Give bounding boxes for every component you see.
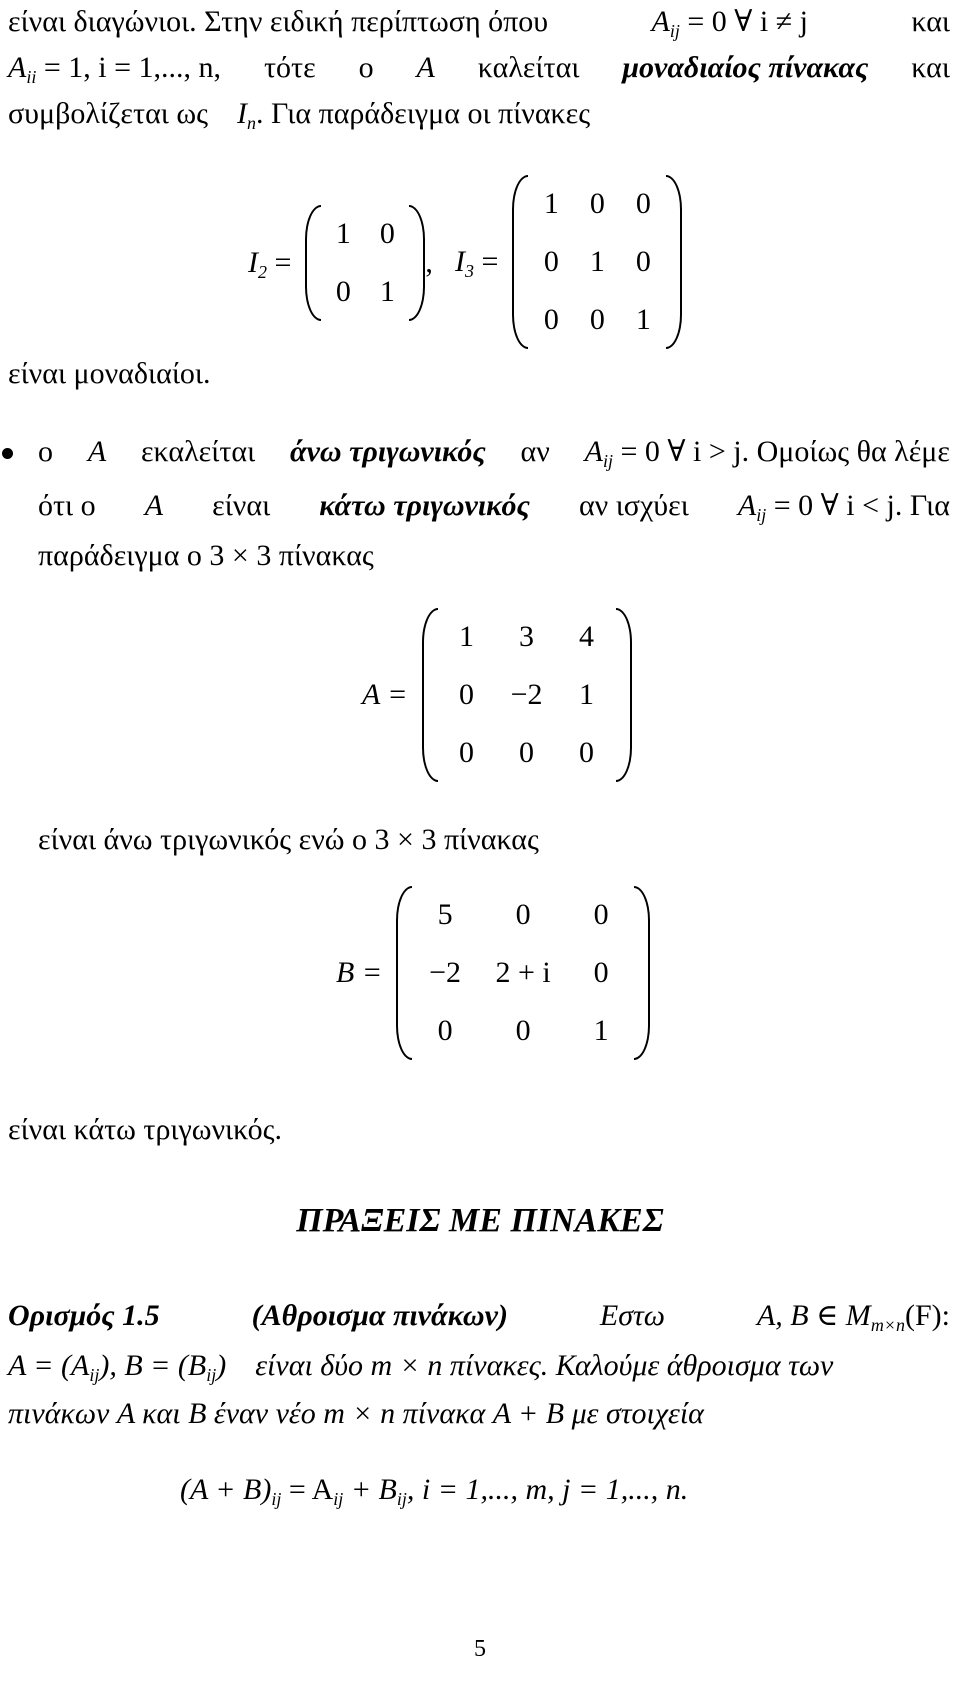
text: . Για παράδειγμα οι πίνακες xyxy=(255,97,591,130)
lower-triangular-matrix: B = 5 0 0 −2 2 + i 0 0 0 1 xyxy=(336,886,650,1060)
math-variable: A xyxy=(416,51,435,84)
text-line-3 xyxy=(8,94,950,134)
text: τότε xyxy=(263,51,316,84)
text-line-1 xyxy=(8,2,950,42)
matrix-grid: 5 0 0 −2 2 + i 0 0 0 1 xyxy=(429,898,609,1047)
text-line: είναι μοναδιαίοι. xyxy=(8,357,211,390)
page-number: 5 xyxy=(474,1636,486,1662)
text: συμβολίζεται ως xyxy=(8,97,208,130)
bullet-icon xyxy=(2,448,13,459)
upper-triangular-matrix: A = 1 3 4 0 −2 1 0 0 0 xyxy=(362,608,632,782)
definition-line-2: $A = (A_{ij})$, $B = (B_{ij})$ είναι δύο m × n πίνακες. Καλούμε άθροισμα των xyxy=(8,1349,834,1385)
math-condition: $A_{ij} = 0$ ∀ i < j. Για xyxy=(737,489,950,525)
bullet-line-2: ότι ο A είναι κάτω τριγωνικός αν ισχύει $A_{ij} = 0$ ∀ i < j. Για xyxy=(38,486,950,526)
text: και xyxy=(911,51,950,84)
math-expression: $A_{ii} = 1$, i = 1,..., n, xyxy=(8,51,222,87)
definition-line-3: πινάκων A και B έναν νέο m × n πίνακα A + B με στοιχεία xyxy=(8,1397,704,1430)
text-line-2 xyxy=(8,48,950,88)
bullet-line-1: ο A εκαλείται άνω τριγωνικός αν $A_{ij} = 0$ ∀ i > j. Ομοίως θα λέμε xyxy=(38,432,950,472)
text: καλείται xyxy=(477,51,580,84)
math-condition: $A_{ij} = 0$ ∀ i > j. Ομοίως θα λέμε xyxy=(584,435,950,471)
definition-title: (Αθροισμα πινάκων) xyxy=(251,1299,508,1332)
section-heading: ΠΡΑΞΕΙΣ ΜΕ ΠΙΝΑΚΕΣ xyxy=(296,1202,664,1239)
text-line: είναι κάτω τριγωνικός. xyxy=(8,1113,282,1146)
text: ο xyxy=(358,51,374,84)
text-line: είναι άνω τριγωνικός ενώ ο 3 × 3 πίνακας xyxy=(38,823,539,856)
defined-term: κάτω τριγωνικός xyxy=(319,489,530,522)
math-expression: A, B ∈ $M_{m\times n}(F)$: xyxy=(756,1299,950,1335)
math-expression: $A = (A_{ij})$, $B = (B_{ij})$ xyxy=(8,1349,227,1385)
identity-matrix-2: $I_2$ = 1 0 0 1 , xyxy=(248,205,433,321)
math-symbol: $I_n$ xyxy=(236,97,256,133)
text: είναι διαγώνιοι. Στην ειδική περίπτωση όπου xyxy=(8,5,549,38)
defined-term: μοναδιαίος πίνακας xyxy=(622,51,869,84)
defined-term: άνω τριγωνικός xyxy=(290,435,486,468)
math-condition: $A_{ij} = 0$ ∀ i ≠ j xyxy=(651,5,809,41)
matrix-grid: 1 0 0 1 xyxy=(335,217,395,308)
definition-line-1: Ορισμός 1.5 (Αθροισμα πινάκων) Εστω A, B ∈ $M_{m\times n}(F)$: xyxy=(8,1296,950,1336)
bullet-line-3: παράδειγμα ο 3 × 3 πίνακας xyxy=(38,539,374,572)
matrix-grid: 1 0 0 0 1 0 0 0 1 xyxy=(543,187,651,336)
text: και xyxy=(911,5,950,38)
identity-matrix-3: $I_3$ = 1 0 0 0 1 0 0 0 1 xyxy=(455,175,682,349)
definition-label: Ορισμός 1.5 xyxy=(8,1299,160,1332)
matrix-grid: 1 3 4 0 −2 1 0 0 0 xyxy=(459,620,595,769)
sum-formula: $(A + B)_{ij} = A_{ij} + B_{ij}$, i = 1,..., m, j = 1,..., n. xyxy=(180,1473,689,1509)
